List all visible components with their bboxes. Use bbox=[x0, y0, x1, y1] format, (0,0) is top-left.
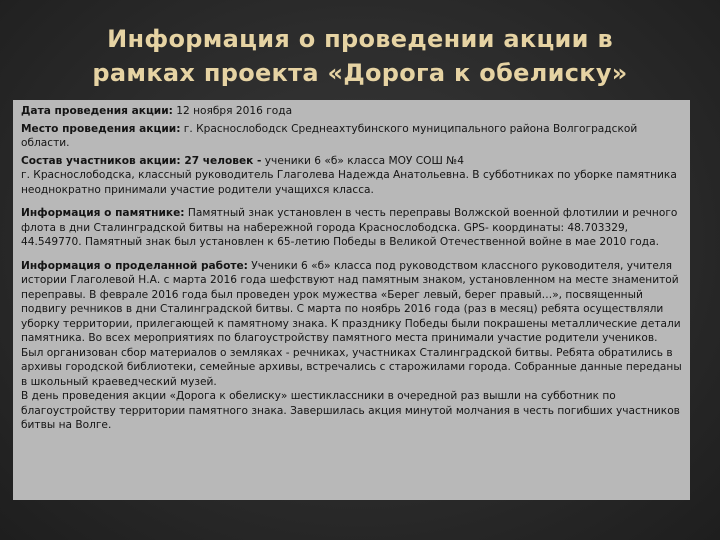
slide-title bbox=[30, 22, 690, 90]
materials-paragraph: Был организован сбор материалов о земляках - речниках, участниках Сталинградской битвы. Ребята обратились в архивы городской библиотеки, семейные архивы, встречались с старожилами города. Собранные данные переданы в школьный краеведческий музей. bbox=[21, 346, 682, 388]
date-paragraph bbox=[21, 104, 687, 119]
work-label: Информация о проделанной работе: bbox=[21, 259, 248, 272]
place-paragraph bbox=[21, 122, 687, 151]
date-value: 12 ноября 2016 года bbox=[172, 105, 293, 117]
monument-paragraph bbox=[21, 206, 687, 250]
slide-title-line-2: рамках проекта «Дорога к обелиску» bbox=[92, 59, 628, 87]
place-value: г. Краснослободск Среднеахтубинского муниципального района Волгоградской области. bbox=[21, 122, 638, 149]
work-value: Ученики 6 «б» класса под руководством классного руководителя, учителя истории Глаголевой Н.А. с марта 2016 года шефствуют над памятным знаком, установленном на месте знаменитой переправы. В феврале 2016 года был проведен урок мужества «Берег левый, берег правый…», посвященный подвигу речников в дни Сталинградской битвы. С марта по ноябрь 2016 года (раз в месяц) ребята осуществляли уборку территории, прилегающей к памятному знака. К празднику Победы были покрашены металлические детали памятника. Во всех мероприятиях по благоустройству памятного места принимали участие родители учеников. bbox=[21, 259, 681, 344]
participants-paragraph bbox=[21, 154, 687, 169]
work-paragraph bbox=[21, 259, 687, 346]
event-day-paragraph: В день проведения акции «Дорога к обелиску» шестиклассники в очередной раз вышли на субботник по благоустройству территории памятного знака. Завершилась акция минутой молчания в честь погибших участников битвы на Волге. bbox=[21, 390, 680, 431]
place-label: Место проведения акции: bbox=[21, 122, 181, 135]
content-text bbox=[21, 104, 687, 433]
monument-value: Памятный знак установлен в честь переправы Волжской военной флотилии и речного флота в дни Сталинградской битвы на набережной города Краснослободска. GPS- координаты: 48.703329, 44.549770. Памятный знак был установлен к 65-летию Победы в Великой Отечественной войне в мае 2010 года. bbox=[21, 207, 678, 248]
date-label: Дата проведения акции: bbox=[21, 105, 173, 117]
monument-label: Информация о памятнике: bbox=[21, 207, 185, 219]
participants-continuation: г. Краснослободска, классный руководитель Глаголева Надежда Анатольевна. В субботниках по уборке памятника неоднократно принимали участие родители учащихся класса. bbox=[21, 169, 677, 196]
participants-value: ученики 6 «б» класса МОУ СОШ №4 bbox=[261, 154, 464, 167]
slide-title-line-1: Информация о проведении акции в bbox=[107, 25, 613, 53]
participants-label: Состав участников акции: 27 человек - bbox=[21, 154, 262, 167]
